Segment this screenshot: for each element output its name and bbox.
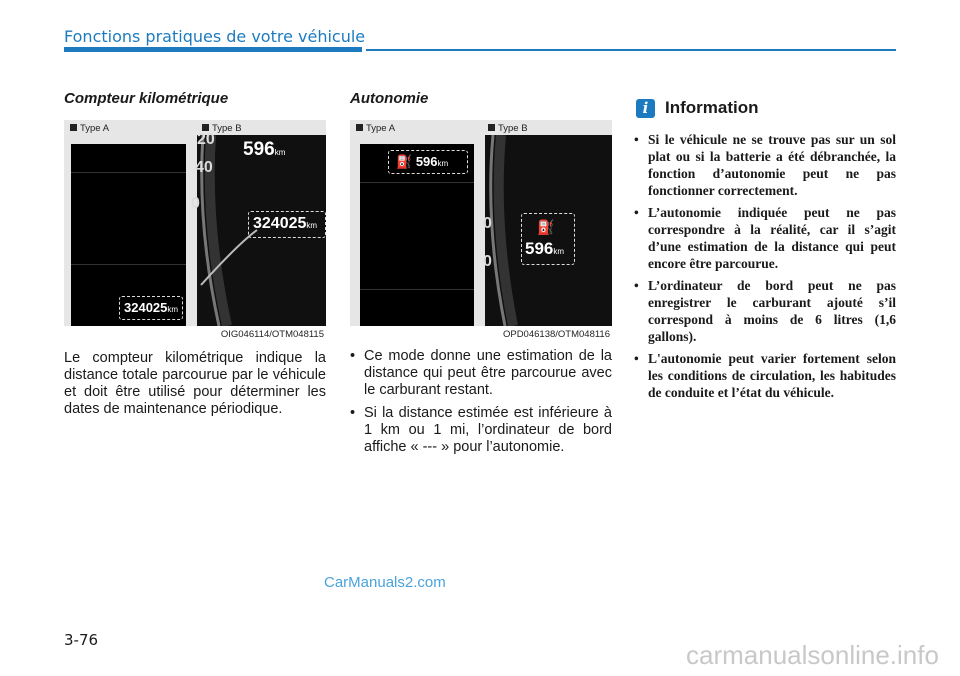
information-bullet-list [634, 131, 896, 401]
scale-number: 0 [483, 215, 492, 232]
fuel-pump-icon: ⛽ [537, 219, 555, 235]
scale-number: 0 [483, 253, 492, 270]
list-item: • Si le véhicule ne se trouve pas sur un sol plat ou si la batterie a été débranchée, la fonction d’autonomie peut ne pas fonctionner correctement. [634, 131, 896, 199]
figure-code: OPD046138/OTM048116 [502, 329, 610, 340]
scale-number: 40 [195, 159, 213, 176]
figure-label-type-b: Type B [488, 123, 528, 134]
square-bullet-icon [356, 124, 363, 131]
list-item: • L’autonomie indiquée peut ne pas correspondre à la réalité, car il s’agit d’une estimation de la distance qui peut encore être parcourue. [634, 204, 896, 272]
info-icon: i [636, 99, 655, 118]
figure-label-type-a: Type A [356, 123, 395, 134]
square-bullet-icon [488, 124, 495, 131]
square-bullet-icon [202, 124, 209, 131]
range-bullet-list [350, 348, 612, 456]
watermark: CarManuals2.com [324, 574, 446, 591]
type-a-display [360, 144, 474, 326]
list-item: • L'autonomie peut varier fortement selon les conditions de circulation, les habitudes de conduite et l’état du véhicule. [634, 350, 896, 401]
header-bar-thin [366, 49, 896, 51]
type-b-odometer-reading: 324025km [253, 215, 318, 232]
information-header [634, 97, 896, 119]
odometer-heading: Compteur kilométrique [64, 90, 229, 107]
scale-number: 20 [197, 131, 215, 148]
figure-label-type-b: Type B [202, 123, 242, 134]
type-a-range-reading: ⛽ 596km [396, 154, 449, 169]
page-number: 3-76 [64, 631, 99, 649]
scale-number: 0 [191, 195, 200, 212]
type-b-trip-reading: 596km [243, 139, 286, 160]
figure-label-type-a: Type A [70, 123, 109, 134]
range-heading: Autonomie [350, 90, 429, 107]
odometer-figure [64, 120, 326, 340]
fuel-pump-icon: ⛽ [396, 154, 416, 169]
odometer-description: Le compteur kilométrique indique la distance totale parcourue par le véhicule et doit être utilisé pour déterminer les dates de maintenance périodique. [64, 350, 326, 417]
information-title: Information [665, 98, 759, 117]
section-title: Fonctions pratiques de votre véhicule [64, 27, 366, 46]
figure-code: OIG046114/OTM048115 [220, 329, 324, 340]
watermark: carmanualsonline.info [686, 640, 939, 670]
type-a-odometer-reading: 324025km [124, 300, 179, 315]
range-figure [350, 120, 612, 340]
type-b-range-reading: 596km [525, 239, 565, 258]
odometer-section [64, 90, 326, 433]
list-item: • L’ordinateur de bord peut ne pas enregistrer le carburant ajouté s’il correspond à moins de 6 litres (1,6 gallons). [634, 277, 896, 345]
range-section [350, 90, 612, 462]
header-bar-thick [64, 47, 362, 52]
list-item: • Si la distance estimée est inférieure à 1 km ou 1 mi, l’ordinateur de bord affiche « --- » pour l’autonomie. [350, 405, 612, 456]
list-item: • Ce mode donne une estimation de la distance qui peut être parcourue avec le carburant restant. [350, 348, 612, 399]
type-a-display [71, 144, 186, 326]
square-bullet-icon [70, 124, 77, 131]
type-b-display [191, 131, 326, 326]
information-section [634, 97, 896, 406]
type-b-display [485, 135, 612, 326]
